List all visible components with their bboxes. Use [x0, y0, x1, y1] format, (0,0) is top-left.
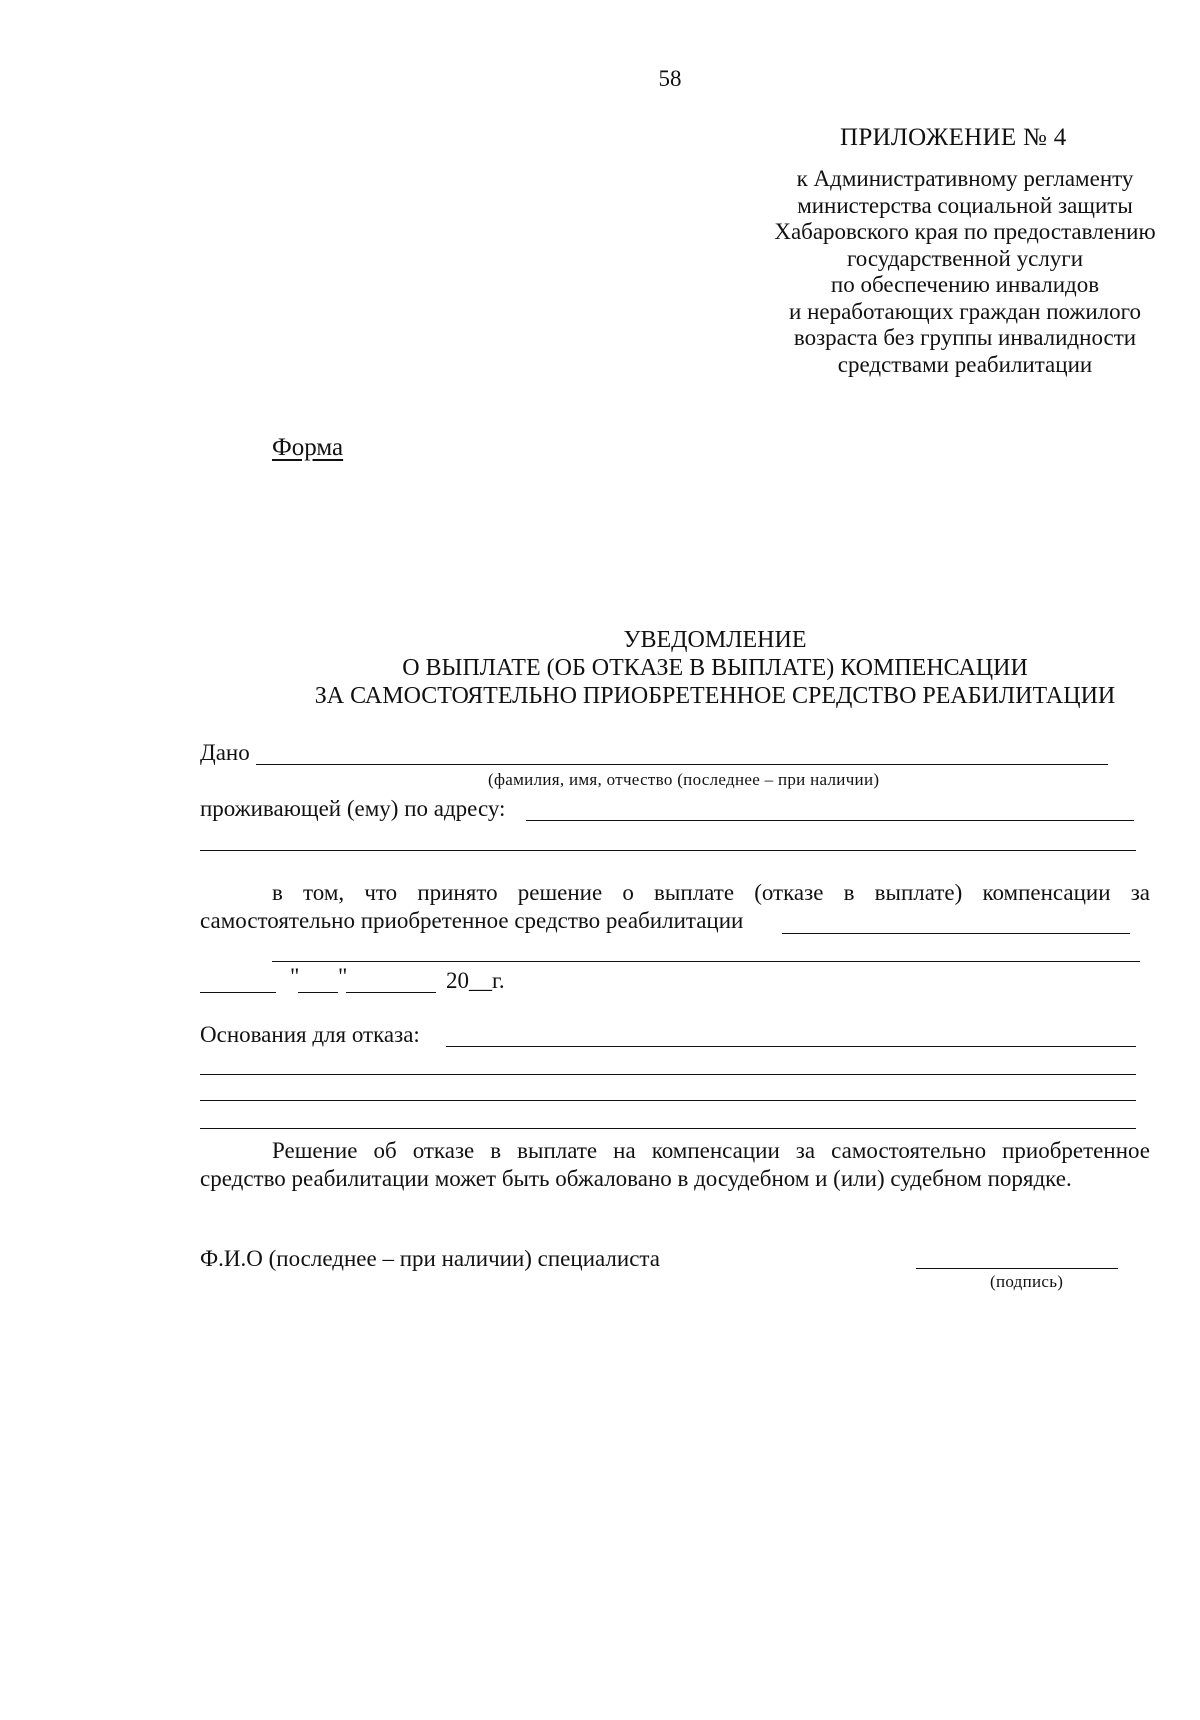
appeal-line: Решение об отказе в выплате на компенсации за самостоятельно приобретенное — [272, 1138, 1150, 1163]
appeal-line: средство реабилитации может быть обжаловано в досудебном и (или) судебном порядке. — [200, 1166, 1072, 1191]
notice-title: УВЕДОМЛЕНИЕ — [623, 627, 807, 653]
date-day-line[interactable] — [298, 992, 338, 993]
address-field-line-2[interactable] — [200, 850, 1136, 851]
date-quote-close: " — [338, 964, 348, 989]
name-field-line[interactable] — [256, 764, 1108, 765]
notice-title-line: ЗА САМОСТОЯТЕЛЬНО ПРИОБРЕТЕННОЕ СРЕДСТВО РЕАБИЛИТАЦИИ — [314, 683, 1116, 709]
date-month-line[interactable] — [346, 992, 436, 993]
appendix-line: государственной услуги — [846, 245, 1084, 271]
name-caption: (фамилия, имя, отчество (последнее – при наличии) — [488, 770, 880, 789]
address-label: проживающей (ему) по адресу: — [200, 796, 506, 821]
date-year: 20__г. — [446, 968, 505, 993]
appendix-subtitle — [735, 166, 1195, 378]
notice-title-line: О ВЫПЛАТЕ (ОБ ОТКАЗЕ В ВЫПЛАТЕ) КОМПЕНСАЦИИ — [402, 655, 1028, 681]
appendix-line: по обеспечению инвалидов — [830, 272, 1100, 297]
appeal-paragraph — [200, 1136, 1150, 1166]
decision-line: самостоятельно приобретенное средство реабилитации — [200, 908, 744, 933]
grounds-label: Основания для отказа: — [200, 1022, 420, 1047]
notice-heading — [150, 626, 1200, 710]
form-label: Форма — [272, 434, 344, 461]
date-prefix-line[interactable] — [200, 992, 276, 993]
appendix-line: Хабаровского края по предоставлению — [774, 219, 1156, 244]
specialist-label: Ф.И.О (последнее – при наличии) специалиста — [200, 1246, 660, 1271]
date-quote-open: " — [290, 964, 300, 989]
address-field-line[interactable] — [526, 820, 1134, 821]
grounds-field-line[interactable] — [446, 1046, 1136, 1047]
given-label: Дано — [200, 740, 250, 765]
signature-caption: (подпись) — [990, 1272, 1064, 1291]
grounds-field-line-3[interactable] — [200, 1100, 1136, 1101]
decision-line: в том, что принято решение о выплате (отказе в выплате) компенсации за — [272, 880, 1150, 905]
rehab-device-field-line-2[interactable] — [272, 961, 1140, 962]
appendix-line: и неработающих граждан пожилого — [789, 298, 1141, 324]
signature-line[interactable] — [916, 1268, 1118, 1269]
appendix-line: министерства социальной защиты — [797, 192, 1133, 218]
rehab-device-field-line[interactable] — [782, 933, 1130, 934]
appendix-line: возраста без группы инвалидности — [793, 325, 1137, 350]
appendix-line: к Административному регламенту — [796, 166, 1134, 191]
grounds-field-line-4[interactable] — [200, 1128, 1136, 1129]
grounds-field-line-2[interactable] — [200, 1074, 1136, 1075]
appendix-line: средствами реабилитации — [837, 351, 1093, 377]
appendix-title: ПРИЛОЖЕНИЕ № 4 — [840, 124, 1067, 151]
page-number: 58 — [658, 66, 682, 91]
decision-paragraph — [200, 878, 1150, 908]
